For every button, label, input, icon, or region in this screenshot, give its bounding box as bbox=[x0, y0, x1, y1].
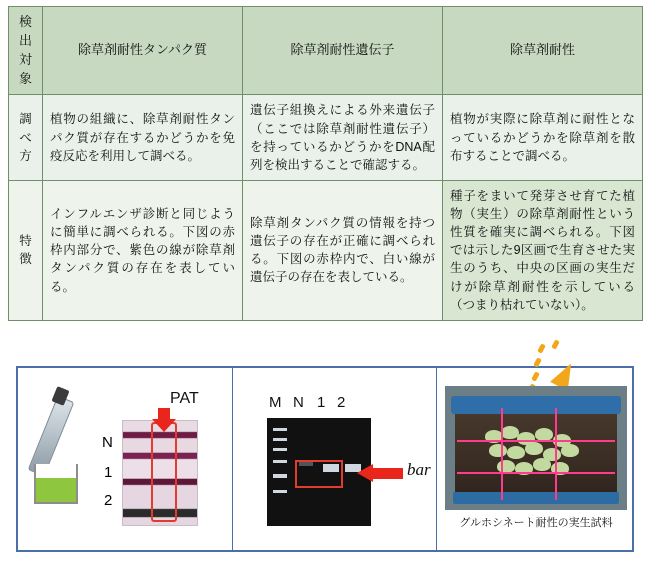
strip-highlight-box bbox=[151, 422, 177, 522]
header-col-gene: 除草剤耐性遺伝子 bbox=[243, 7, 443, 95]
row-label-method: 調べ方 bbox=[9, 95, 43, 181]
lane-label-2: 2 bbox=[104, 492, 113, 509]
panel-immunoassay bbox=[18, 368, 232, 550]
feature-protein-cell: インフルエンザ診断と同じように簡単に調べられる。下図の赤枠内部分で、紫色の線が除草剤タンパク質の存在を表している。 bbox=[43, 180, 243, 320]
feature-gene-cell: 除草剤タンパク質の情報を持つ遺伝子の存在が正確に調べられる。下図の赤枠内で、白い線が遺伝子の存在を表している。 bbox=[243, 180, 443, 320]
header-col-tolerance: 除草剤耐性 bbox=[443, 7, 643, 95]
gel-lane-label-m: M bbox=[269, 394, 282, 411]
gel-lane-label-2: 2 bbox=[337, 394, 346, 411]
seedling-tray-photo bbox=[445, 386, 627, 510]
row-label-feature: 特徴 bbox=[9, 180, 43, 320]
red-left-arrow-icon bbox=[357, 464, 403, 482]
table-row bbox=[9, 180, 643, 320]
method-gene-cell: 遺伝子組換えによる外来遺伝子（ここでは除草剤耐性遺伝子）を持っているかどうかをDNA配列を検出することで確認する。 bbox=[243, 95, 443, 181]
herbicide-spray-icon bbox=[533, 340, 593, 388]
gel-highlight-box bbox=[295, 460, 343, 488]
panel-gel-electrophoresis bbox=[233, 368, 436, 550]
gel-lane-label-1: 1 bbox=[317, 394, 326, 411]
pat-label: PAT bbox=[170, 390, 199, 407]
figure-panel-group bbox=[16, 366, 634, 552]
comparison-table bbox=[8, 6, 643, 321]
header-row-label: 検出対象 bbox=[9, 7, 43, 95]
lane-label-1: 1 bbox=[104, 464, 113, 481]
table-row bbox=[9, 95, 643, 181]
feature-tolerance-cell: 種子をまいて発芽させ育てた植物（実生）の除草剤耐性という性質を確実に調べられる。下図では示した9区画で生育させた実生のうち、中央の区画の実生だけが除草剤耐性を示している（つまり枯れていない）。 bbox=[443, 180, 643, 320]
panel-seedling-photo bbox=[437, 368, 636, 550]
bar-gene-label: bar bbox=[407, 460, 431, 479]
gel-lane-label-n: N bbox=[293, 394, 304, 411]
lane-label-n: N bbox=[102, 434, 113, 451]
beaker-liquid bbox=[36, 478, 76, 502]
photo-caption: グルホシネート耐性の実生試料 bbox=[459, 517, 613, 529]
method-tolerance-cell: 植物が実際に除草剤に耐性となっているかどうかを除草剤を散布することで調べる。 bbox=[443, 95, 643, 181]
method-protein-cell: 植物の組織に、除草剤耐性タンパク質が存在するかどうかを免疫反応を利用して調べる。 bbox=[43, 95, 243, 181]
table-header-row bbox=[9, 7, 643, 95]
header-col-protein: 除草剤耐性タンパク質 bbox=[43, 7, 243, 95]
